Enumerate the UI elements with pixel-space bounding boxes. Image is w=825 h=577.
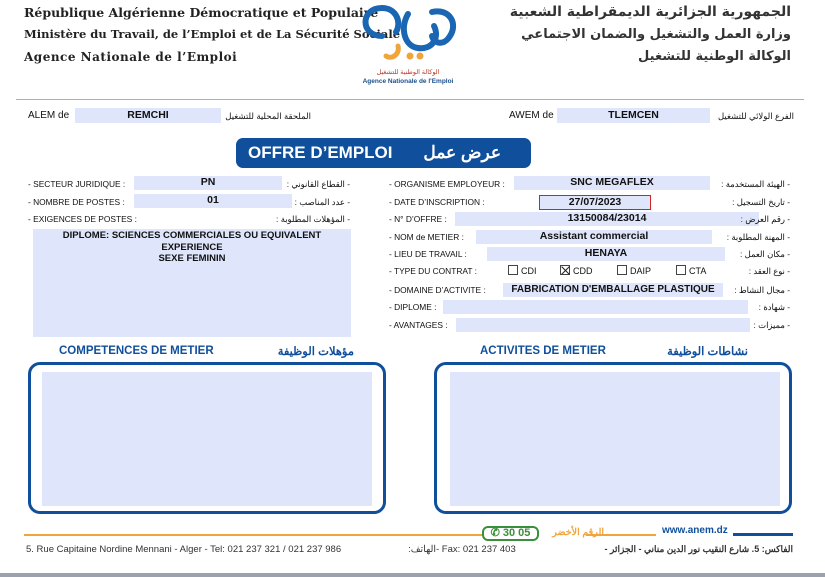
contrat-cta-label: CTA — [689, 266, 707, 276]
date-value: 27/07/2023 — [539, 195, 651, 210]
website-link[interactable]: www.anem.dz — [662, 525, 728, 536]
exigences-label: - EXIGENCES DE POSTES : — [28, 214, 137, 224]
contrat-option-cdd[interactable] — [560, 265, 593, 276]
exigences-label-ar: - المؤهلات المطلوبة : — [276, 214, 350, 224]
secteur-label: - SECTEUR JURIDIQUE : — [28, 179, 126, 189]
header-fr-republic: République Algérienne Démocratique et Populaire — [24, 5, 379, 20]
date-label: - DATE D’INSCRIPTION : — [389, 197, 485, 207]
footer-phone-label-ar: الهاتف: — [408, 544, 436, 555]
anem-logo — [352, 2, 464, 92]
phone-icon: ✆ — [490, 527, 500, 539]
metier-value: Assistant commercial — [476, 230, 712, 244]
checkbox-daip[interactable] — [617, 265, 627, 275]
contrat-label: - TYPE DU CONTRAT : — [389, 266, 477, 276]
domaine-label: - DOMAINE D’ACTIVITE : — [389, 285, 486, 295]
contrat-label-ar: - نوع العقد : — [748, 266, 790, 276]
checkbox-cdd[interactable] — [560, 265, 570, 275]
competences-panel — [28, 362, 386, 514]
alem-label-ar: الملحقة المحلية للتشغيل — [225, 111, 311, 121]
header-ar-ministry: وزارة العمل والتشغيل والضمان الاجتماعي — [521, 27, 791, 42]
awem-label-ar: الفرع الولائي للتشغيل — [717, 111, 794, 121]
organisme-label: - ORGANISME EMPLOYEUR : — [389, 179, 505, 189]
checkbox-cdi[interactable] — [508, 265, 518, 275]
exigences-line-diplome: DIPLOME: SCIENCES COMMERCIALES OU EQUIVALENT — [62, 230, 322, 241]
green-number: 30 05 — [502, 527, 531, 539]
offre-label: - N° D’OFFRE : — [389, 214, 447, 224]
diplome-label-ar: - شهادة : — [758, 302, 790, 312]
exigences-line-experience: EXPERIENCE — [161, 241, 223, 253]
competences-content[interactable] — [42, 372, 372, 506]
footer-fax: - Fax: 021 237 403 — [436, 544, 516, 555]
activites-content[interactable] — [450, 372, 780, 506]
postes-label: - NOMBRE DE POSTES : — [28, 197, 125, 207]
alem-value: REMCHI — [75, 108, 221, 123]
lieu-label-ar: - مكان العمل : — [739, 249, 790, 259]
activites-panel — [434, 362, 792, 514]
avantages-label-ar: - مميزات : — [753, 320, 790, 330]
organisme-value: SNC MEGAFLEX — [514, 176, 710, 190]
contrat-cdi-label: CDI — [521, 266, 537, 276]
diplome-value — [443, 300, 748, 314]
lieu-label: - LIEU DE TRAVAIL : — [389, 249, 467, 259]
green-number-label-ar: الرقم الأخضر — [552, 527, 604, 538]
offer-title-banner — [236, 138, 531, 168]
secteur-label-ar: - القطاع القانوني : — [286, 179, 350, 189]
competences-title: COMPETENCES DE METIER — [59, 345, 214, 357]
postes-value: 01 — [134, 194, 292, 208]
header-ar-agency: الوكالة الوطنية للتشغيل — [638, 49, 791, 64]
footer-address-fr: 5. Rue Capitaine Nordine Mennani - Alger - Tel: 021 237 321 / 021 237 986 — [26, 544, 342, 555]
activites-title: ACTIVITES DE METIER — [480, 345, 606, 357]
lieu-value: HENAYA — [487, 247, 725, 261]
awem-value: TLEMCEN — [557, 108, 710, 123]
footer-rule-left — [24, 534, 484, 536]
avantages-value — [456, 318, 750, 332]
header-ar-republic: الجمهورية الجزائرية الديمقراطية الشعبية — [509, 4, 791, 20]
exigences-box — [33, 229, 351, 337]
anem-logo-icon — [352, 2, 464, 66]
postes-label-ar: - عدد المناصب : — [294, 197, 350, 207]
contrat-option-daip[interactable] — [617, 265, 651, 276]
offre-value: 13150084/23014 — [455, 212, 759, 226]
date-label-ar: - تاريخ التسجيل : — [732, 197, 790, 207]
green-number-badge — [482, 526, 539, 541]
title-ar: عرض عمل — [423, 143, 501, 162]
awem-label: AWEM de — [509, 110, 554, 121]
header-fr-ministry: Ministère du Travail, de l’Emploi et de La Sécurité Sociale — [24, 27, 401, 41]
activites-title-ar: نشاطات الوظيفة — [667, 346, 748, 358]
domaine-value: FABRICATION D'EMBALLAGE PLASTIQUE — [503, 283, 723, 297]
title-fr: OFFRE D’EMPLOI — [248, 143, 393, 162]
metier-label: - NOM de METIER : — [389, 232, 464, 242]
logo-text-ar: الوكالة الوطنية للتشغيل — [376, 69, 440, 76]
alem-label: ALEM de — [28, 110, 70, 121]
header-fr-agency: Agence Nationale de l’Emploi — [24, 50, 238, 64]
contrat-option-cta[interactable] — [676, 265, 706, 276]
metier-label-ar: - المهنة المطلوبة : — [726, 232, 790, 242]
contrat-daip-label: DAIP — [630, 266, 652, 276]
competences-title-ar: مؤهلات الوظيفة — [277, 346, 354, 358]
header-divider — [16, 99, 804, 100]
exigences-line-sexe: SEXE FEMININ — [158, 253, 226, 264]
organisme-label-ar: - الهيئة المستخدمة : — [721, 179, 790, 189]
bottom-scroll-edge — [0, 573, 825, 577]
checkbox-cta[interactable] — [676, 265, 686, 275]
diplome-label: - DIPLOME : — [389, 302, 437, 312]
secteur-value: PN — [134, 176, 282, 190]
domaine-label-ar: - مجال النشاط : — [734, 285, 790, 295]
footer-address-ar: الفاكس: 5. شارع النقيب نور الدين مناني - الجزائر - — [604, 544, 793, 554]
avantages-label: - AVANTAGES : — [389, 320, 448, 330]
logo-text-fr: Agence Nationale de l'Emploi — [362, 78, 454, 85]
footer-rule-right — [733, 533, 793, 536]
offre-label-ar: - رقم العرض : — [740, 214, 790, 224]
contrat-option-cdi[interactable] — [508, 265, 537, 276]
contrat-cdd-label: CDD — [573, 266, 593, 276]
